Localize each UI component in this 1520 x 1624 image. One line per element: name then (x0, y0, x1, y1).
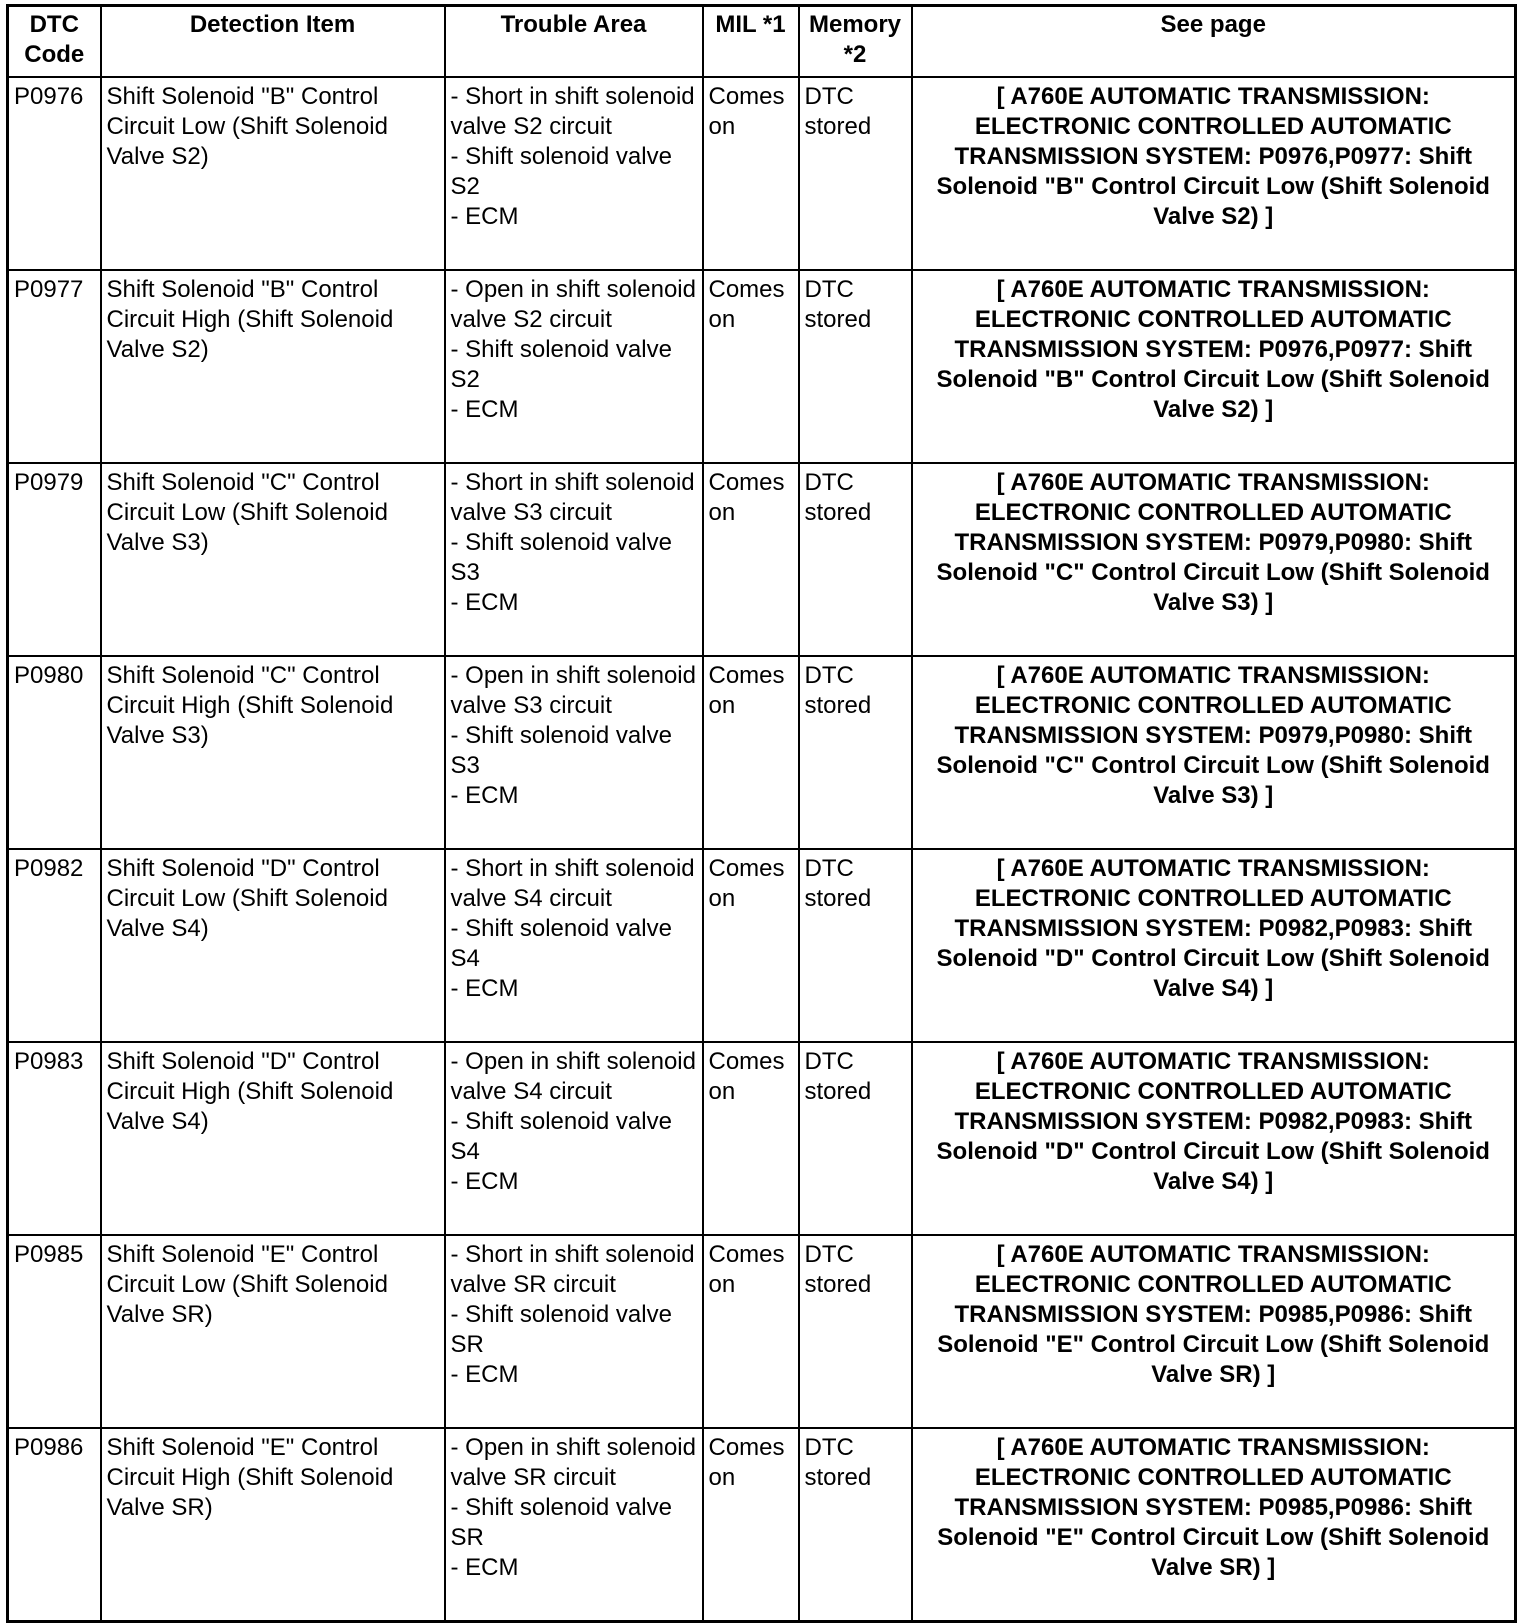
trouble-area-line: - ECM (450, 782, 519, 809)
trouble-area-line: - Open in shift solenoid valve SR circuit (450, 1434, 696, 1491)
mil-cell: Comes on (703, 270, 799, 463)
dtc-code-cell: P0983 (8, 1042, 101, 1235)
detection-item-cell: Shift Solenoid "B" Control Circuit Low (Shift Solenoid Valve S2) (101, 77, 445, 270)
detection-item-cell: Shift Solenoid "E" Control Circuit Low (Shift Solenoid Valve SR) (101, 1235, 445, 1428)
table-row (8, 1235, 1516, 1428)
trouble-area-line: - ECM (450, 203, 519, 230)
trouble-area-cell (445, 849, 703, 1042)
memory-cell: DTC stored (799, 270, 912, 463)
detection-item-cell: Shift Solenoid "E" Control Circuit High (Shift Solenoid Valve SR) (101, 1428, 445, 1621)
memory-cell: DTC stored (799, 77, 912, 270)
header-see-page: See page (912, 6, 1516, 78)
memory-cell: DTC stored (799, 463, 912, 656)
trouble-area-line: - ECM (450, 1361, 519, 1388)
trouble-area-line: - Short in shift solenoid valve S2 circuit (450, 83, 695, 140)
table-header (8, 6, 1516, 78)
see-page-link[interactable]: [ A760E AUTOMATIC TRANSMISSION: ELECTRONIC CONTROLLED AUTOMATIC TRANSMISSION SYSTEM: P0976,P0977: Shift Solenoid "B" Control Circuit Low (Shift Solenoid Valve S2) ] (912, 270, 1516, 463)
trouble-area-line: - ECM (450, 975, 519, 1002)
detection-item-cell: Shift Solenoid "D" Control Circuit Low (Shift Solenoid Valve S4) (101, 849, 445, 1042)
memory-cell: DTC stored (799, 849, 912, 1042)
see-page-link[interactable]: [ A760E AUTOMATIC TRANSMISSION: ELECTRONIC CONTROLLED AUTOMATIC TRANSMISSION SYSTEM: P0982,P0983: Shift Solenoid "D" Control Circuit Low (Shift Solenoid Valve S4) ] (912, 849, 1516, 1042)
detection-item-cell: Shift Solenoid "C" Control Circuit High (Shift Solenoid Valve S3) (101, 656, 445, 849)
trouble-area-cell (445, 463, 703, 656)
trouble-area-line: - Short in shift solenoid valve SR circuit (450, 1241, 695, 1298)
header-row (8, 6, 1516, 78)
detection-item-cell: Shift Solenoid "D" Control Circuit High (Shift Solenoid Valve S4) (101, 1042, 445, 1235)
see-page-link[interactable]: [ A760E AUTOMATIC TRANSMISSION: ELECTRONIC CONTROLLED AUTOMATIC TRANSMISSION SYSTEM: P0979,P0980: Shift Solenoid "C" Control Circuit Low (Shift Solenoid Valve S3) ] (912, 656, 1516, 849)
trouble-area-line: - Open in shift solenoid valve S2 circuit (450, 276, 696, 333)
trouble-area-line: - Open in shift solenoid valve S3 circuit (450, 662, 696, 719)
trouble-area-line: - ECM (450, 1554, 519, 1581)
trouble-area-line: - Open in shift solenoid valve S4 circuit (450, 1048, 696, 1105)
dtc-code-cell: P0979 (8, 463, 101, 656)
trouble-area-line: - Shift solenoid valve S4 (450, 1108, 672, 1165)
dtc-code-cell: P0982 (8, 849, 101, 1042)
table-row (8, 656, 1516, 849)
detection-item-cell: Shift Solenoid "C" Control Circuit Low (Shift Solenoid Valve S3) (101, 463, 445, 656)
trouble-area-line: - Short in shift solenoid valve S4 circuit (450, 855, 695, 912)
table-row (8, 1042, 1516, 1235)
see-page-link[interactable]: [ A760E AUTOMATIC TRANSMISSION: ELECTRONIC CONTROLLED AUTOMATIC TRANSMISSION SYSTEM: P0979,P0980: Shift Solenoid "C" Control Circuit Low (Shift Solenoid Valve S3) ] (912, 463, 1516, 656)
trouble-area-line: - Shift solenoid valve S3 (450, 722, 672, 779)
dtc-code-cell: P0980 (8, 656, 101, 849)
trouble-area-line: - Shift solenoid valve S2 (450, 336, 672, 393)
trouble-area-line: - Shift solenoid valve SR (450, 1494, 672, 1551)
mil-cell: Comes on (703, 1428, 799, 1621)
mil-cell: Comes on (703, 849, 799, 1042)
trouble-area-cell (445, 270, 703, 463)
trouble-area-line: - Shift solenoid valve S2 (450, 143, 672, 200)
dtc-code-cell: P0977 (8, 270, 101, 463)
trouble-area-line: - ECM (450, 589, 519, 616)
table-row (8, 270, 1516, 463)
table-row (8, 1428, 1516, 1621)
trouble-area-line: - Shift solenoid valve S3 (450, 529, 672, 586)
header-mil: MIL *1 (703, 6, 799, 78)
dtc-table (6, 4, 1517, 1623)
see-page-link[interactable]: [ A760E AUTOMATIC TRANSMISSION: ELECTRONIC CONTROLLED AUTOMATIC TRANSMISSION SYSTEM: P0985,P0986: Shift Solenoid "E" Control Circuit Low (Shift Solenoid Valve SR) ] (912, 1428, 1516, 1621)
see-page-link[interactable]: [ A760E AUTOMATIC TRANSMISSION: ELECTRONIC CONTROLLED AUTOMATIC TRANSMISSION SYSTEM: P0985,P0986: Shift Solenoid "E" Control Circuit Low (Shift Solenoid Valve SR) ] (912, 1235, 1516, 1428)
table-body (8, 77, 1516, 1621)
mil-cell: Comes on (703, 77, 799, 270)
trouble-area-cell (445, 1235, 703, 1428)
trouble-area-line: - ECM (450, 396, 519, 423)
trouble-area-cell (445, 656, 703, 849)
trouble-area-cell (445, 77, 703, 270)
mil-cell: Comes on (703, 656, 799, 849)
header-memory: Memory *2 (799, 6, 912, 78)
table-row (8, 463, 1516, 656)
mil-cell: Comes on (703, 1042, 799, 1235)
dtc-code-cell: P0986 (8, 1428, 101, 1621)
dtc-code-cell: P0985 (8, 1235, 101, 1428)
mil-cell: Comes on (703, 1235, 799, 1428)
memory-cell: DTC stored (799, 1042, 912, 1235)
trouble-area-cell (445, 1428, 703, 1621)
memory-cell: DTC stored (799, 656, 912, 849)
trouble-area-line: - ECM (450, 1168, 519, 1195)
header-detection-item: Detection Item (101, 6, 445, 78)
table-row (8, 77, 1516, 270)
dtc-code-cell: P0976 (8, 77, 101, 270)
see-page-link[interactable]: [ A760E AUTOMATIC TRANSMISSION: ELECTRONIC CONTROLLED AUTOMATIC TRANSMISSION SYSTEM: P0976,P0977: Shift Solenoid "B" Control Circuit Low (Shift Solenoid Valve S2) ] (912, 77, 1516, 270)
header-dtc-code: DTC Code (8, 6, 101, 78)
trouble-area-cell (445, 1042, 703, 1235)
see-page-link[interactable]: [ A760E AUTOMATIC TRANSMISSION: ELECTRONIC CONTROLLED AUTOMATIC TRANSMISSION SYSTEM: P0982,P0983: Shift Solenoid "D" Control Circuit Low (Shift Solenoid Valve S4) ] (912, 1042, 1516, 1235)
trouble-area-line: - Short in shift solenoid valve S3 circuit (450, 469, 695, 526)
header-trouble-area: Trouble Area (445, 6, 703, 78)
trouble-area-line: - Shift solenoid valve S4 (450, 915, 672, 972)
detection-item-cell: Shift Solenoid "B" Control Circuit High (Shift Solenoid Valve S2) (101, 270, 445, 463)
table-row (8, 849, 1516, 1042)
trouble-area-line: - Shift solenoid valve SR (450, 1301, 672, 1358)
memory-cell: DTC stored (799, 1428, 912, 1621)
mil-cell: Comes on (703, 463, 799, 656)
memory-cell: DTC stored (799, 1235, 912, 1428)
